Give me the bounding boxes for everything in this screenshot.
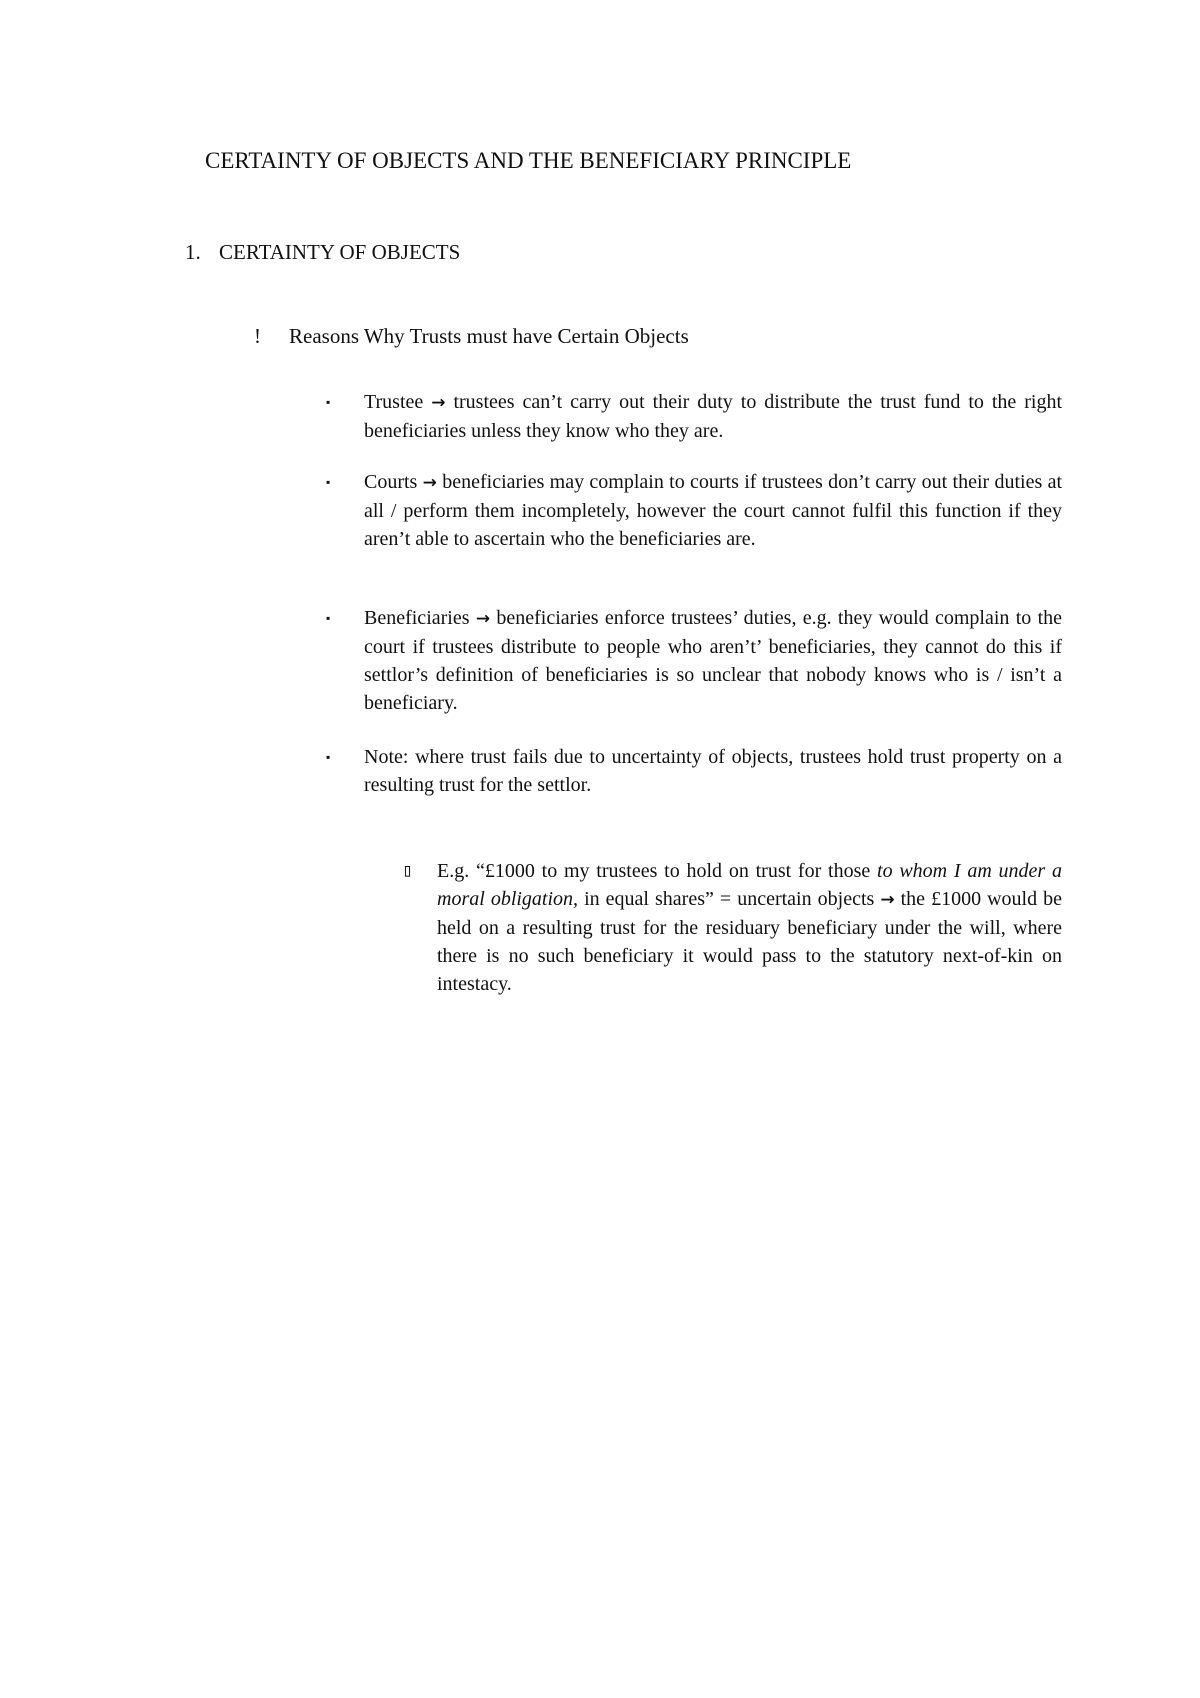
bullet-item-courts [326, 468, 1062, 553]
bullet-item-note [326, 743, 1062, 799]
right-arrow-icon: → [422, 473, 437, 493]
subsection-heading [254, 324, 689, 349]
document-title: CERTAINTY OF OBJECTS AND THE BENEFICIARY PRINCIPLE [205, 148, 852, 173]
example-part-3: the £1000 would be held on a resulting trust for the residuary beneficiary under the will, where there is no such beneficiary it would pass to the statutory next-of-kin on intestacy. [437, 888, 1063, 995]
subsection-heading-text: Reasons Why Trusts must have Certain Objects [289, 324, 689, 348]
right-arrow-icon: → [431, 393, 446, 413]
example-text [437, 857, 1062, 998]
example-part-2: in equal shares” = uncertain objects [578, 888, 881, 910]
square-bullet-icon: ▪ [326, 611, 331, 625]
subsection-marker: ! [254, 324, 261, 348]
bullet-term: Courts [364, 471, 418, 493]
bullet-term: Beneficiaries [364, 607, 470, 629]
square-bullet-icon: ▪ [326, 395, 331, 409]
bullet-item-trustee [326, 388, 1062, 445]
square-bullet-icon: ▪ [326, 475, 331, 489]
example-italic-text: to whom I am under a moral obligation, [437, 860, 1062, 910]
example-item [402, 857, 1062, 998]
bullet-body: trustees can’t carry out their duty to distribute the trust fund to the right beneficiaries unless they know who they are. [364, 391, 1063, 442]
bullet-text [364, 604, 1062, 717]
bullet-text: Note: where trust fails due to uncertainty of objects, trustees hold trust property on a resulting trust for the settlor. [364, 746, 1062, 796]
bullet-text [364, 468, 1062, 553]
section-number: 1. [185, 240, 201, 264]
right-arrow-icon: → [880, 890, 895, 910]
bullet-body: beneficiaries enforce trustees’ duties, e.g. they would complain to the court if trustees distribute to people who aren’t’ beneficiaries, they cannot do this if settlor’s definition of beneficiaries is so unclear that nobody knows who is / isn’t a beneficiary. [364, 607, 1063, 714]
section-heading-text: CERTAINTY OF OBJECTS [219, 240, 461, 264]
bullet-term: Trustee [364, 391, 424, 413]
bullet-body: beneficiaries may complain to courts if trustees don’t carry out their duties at all / perform them incompletely, however the court cannot fulfil this function if they aren’t able to ascertain who the beneficiaries are. [364, 471, 1063, 550]
bullet-item-beneficiaries [326, 604, 1062, 717]
example-part-1: E.g. “£1000 to my trustees to hold on trust for those [437, 860, 878, 882]
box-bullet-icon: ▯ [402, 860, 413, 881]
square-bullet-icon: ▪ [326, 750, 331, 764]
bullet-text [364, 388, 1062, 445]
section-heading [185, 240, 460, 265]
right-arrow-icon: → [475, 609, 491, 629]
